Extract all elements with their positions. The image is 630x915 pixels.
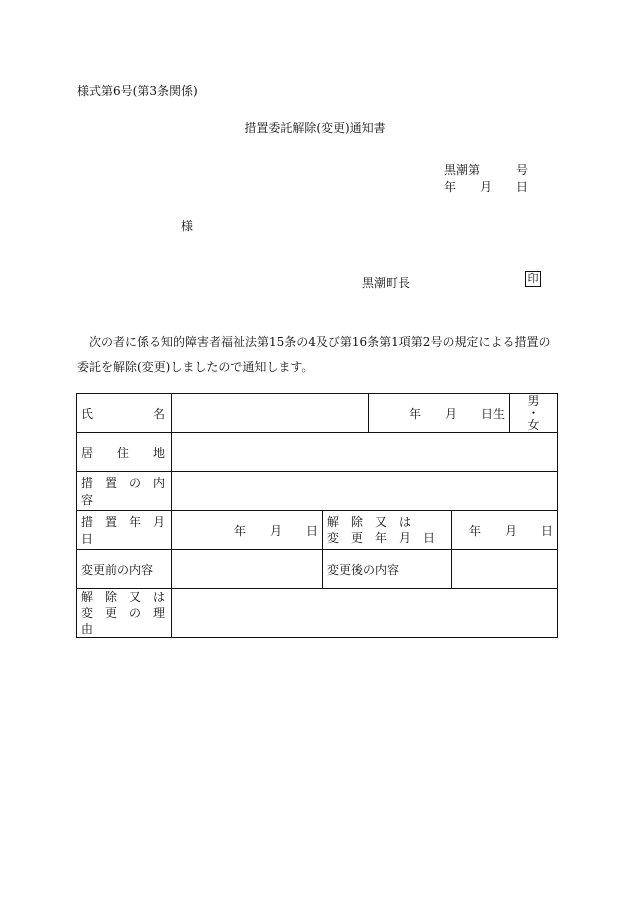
form-number: 様式第6号(第3条関係) xyxy=(77,84,198,98)
name-label-cell xyxy=(77,394,172,433)
addressee-honorific: 様 xyxy=(181,219,194,233)
address-value-cell[interactable] xyxy=(172,433,558,472)
notice-body-text: 次の者に係る知的障害者福祉法第15条の4及び第16条第1項第2号の規定による措置の委託を解除(変更)しましたので通知します。 xyxy=(77,335,551,374)
after-change-label: 変更後の内容 xyxy=(327,562,400,577)
document-title: 措置委託解除(変更)通知書 xyxy=(244,121,386,135)
reference-number: 黒潮第 号 xyxy=(444,163,529,177)
name-row xyxy=(77,394,558,433)
measure-content-value-cell[interactable] xyxy=(172,472,558,511)
issuer-title: 黒潮町長 xyxy=(362,276,411,290)
issue-date: 年 月 日 xyxy=(444,180,529,194)
measure-date-value-cell[interactable] xyxy=(172,511,323,550)
release-date-label-line-2: 変 更 年 月 日 xyxy=(327,531,436,545)
after-change-label-cell xyxy=(323,550,452,589)
notice-details-table xyxy=(76,393,558,638)
birth-date-label: 年 月 日生 xyxy=(409,406,506,421)
measure-content-row xyxy=(77,472,558,511)
reason-label-line-1: 解 除 又 は xyxy=(81,590,166,604)
before-change-label-cell xyxy=(77,550,172,589)
seal-mark: 印 xyxy=(525,271,541,287)
measure-content-label: 措 置 の 内 容 xyxy=(81,476,178,507)
reason-label-line-2: 変 更 の 理 由 xyxy=(81,606,178,636)
sex-separator: ・ xyxy=(527,406,540,420)
measure-date-label-cell xyxy=(77,511,178,550)
sex-female: 女 xyxy=(527,418,540,432)
name-value-cell[interactable] xyxy=(172,394,369,433)
birth-date-cell[interactable] xyxy=(369,394,510,433)
release-date-value-cell[interactable] xyxy=(452,511,558,550)
measure-date-label: 措 置 年 月 日 xyxy=(81,515,178,546)
reason-value-cell[interactable] xyxy=(172,589,558,638)
change-content-row xyxy=(77,550,558,589)
address-row xyxy=(77,433,558,472)
release-date-label-line-1: 解 除 又 は xyxy=(327,515,412,529)
name-label: 氏 名 xyxy=(81,406,166,421)
measure-date-row xyxy=(77,511,558,550)
release-date-value: 年 月 日 xyxy=(469,523,554,538)
measure-date-value: 年 月 日 xyxy=(233,523,318,538)
measure-content-label-cell xyxy=(77,472,178,511)
before-change-value-cell[interactable] xyxy=(172,550,323,589)
address-label: 居 住 地 xyxy=(81,445,166,460)
after-change-value-cell[interactable] xyxy=(452,550,558,589)
reason-row xyxy=(77,589,558,638)
reason-label-cell xyxy=(77,589,178,638)
sex-cell[interactable] xyxy=(510,394,558,433)
release-date-label-cell xyxy=(323,511,452,550)
address-label-cell xyxy=(77,433,172,472)
sex-male: 男 xyxy=(527,394,540,408)
before-change-label: 変更前の内容 xyxy=(81,562,154,577)
